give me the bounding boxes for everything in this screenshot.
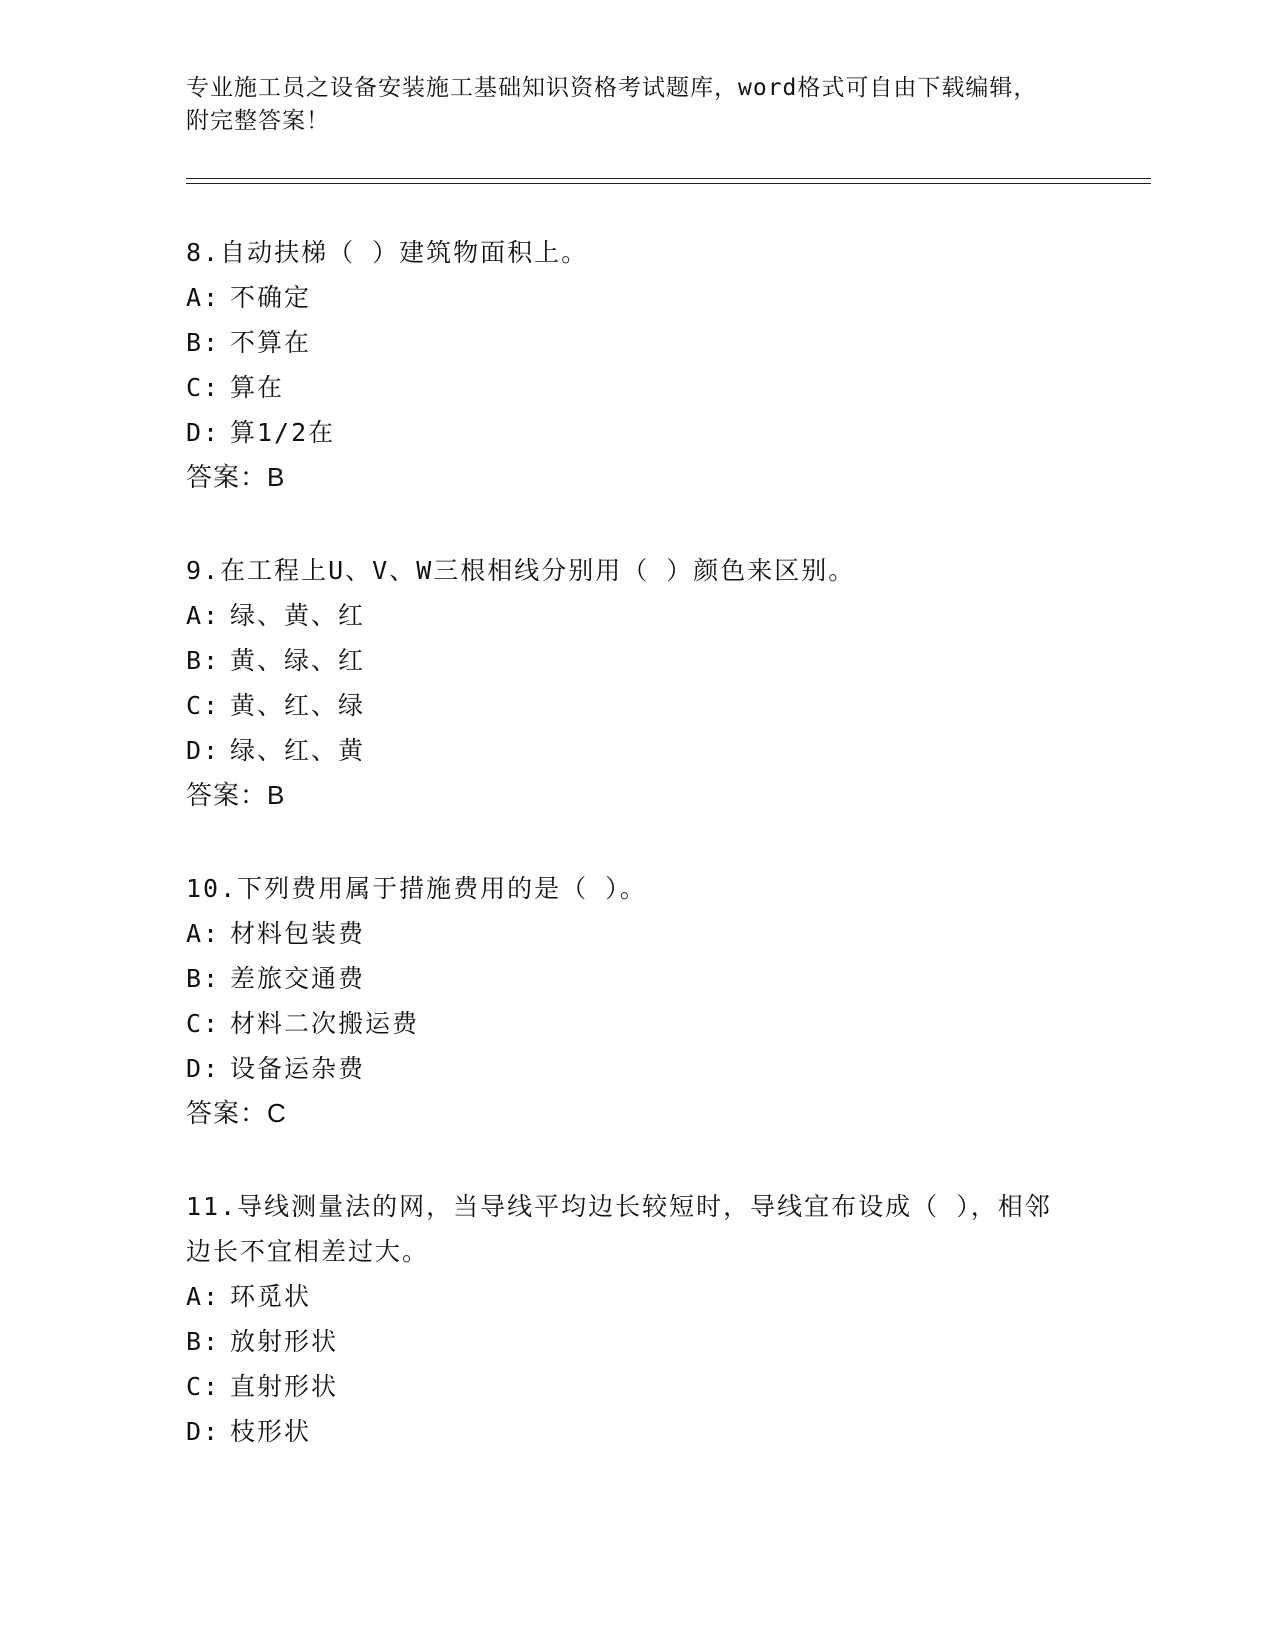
header-divider-bottom xyxy=(186,183,1151,184)
option-letter: C: xyxy=(186,373,221,402)
question-stem: 9.在工程上U、V、W三根相线分别用（ ）颜色来区别。 xyxy=(186,556,856,585)
option-c xyxy=(186,1364,1086,1409)
option-text: 枝形状 xyxy=(230,1417,312,1446)
option-text: 差旅交通费 xyxy=(230,964,366,993)
header-line-1: 专业施工员之设备安装施工基础知识资格考试题库，word格式可自由下载编辑， xyxy=(186,75,1038,101)
option-letter: B: xyxy=(186,646,221,675)
option-text: 设备运杂费 xyxy=(230,1054,366,1083)
option-letter: C: xyxy=(186,1372,221,1401)
option-text: 直射形状 xyxy=(230,1372,339,1401)
option-letter: A: xyxy=(186,1282,221,1311)
answer-line: 答案：B xyxy=(186,780,286,810)
option-d xyxy=(186,1409,1086,1454)
option-a xyxy=(186,275,1086,320)
option-letter: A: xyxy=(186,601,221,630)
option-letter: D: xyxy=(186,736,221,765)
option-a xyxy=(186,1274,1086,1319)
option-letter: D: xyxy=(186,1054,221,1083)
option-text: 不确定 xyxy=(230,283,312,312)
option-a xyxy=(186,593,1086,638)
option-c xyxy=(186,683,1086,728)
option-b xyxy=(186,638,1086,683)
option-text: 黄、红、绿 xyxy=(230,691,366,720)
question-stem: 8.自动扶梯（ ）建筑物面积上。 xyxy=(186,238,589,267)
question-8 xyxy=(186,230,1086,500)
option-letter: A: xyxy=(186,919,221,948)
question-stem: 10.下列费用属于措施费用的是（ ）。 xyxy=(186,874,647,903)
option-c xyxy=(186,365,1086,410)
option-d xyxy=(186,1046,1086,1091)
answer-line: 答案：B xyxy=(186,462,286,492)
document-header xyxy=(186,72,1086,138)
option-letter: B: xyxy=(186,1327,221,1356)
option-d xyxy=(186,410,1086,455)
option-text: 算1/2在 xyxy=(230,418,336,447)
option-text: 算在 xyxy=(230,373,285,402)
option-b xyxy=(186,320,1086,365)
option-text: 黄、绿、红 xyxy=(230,646,366,675)
question-9 xyxy=(186,548,1086,818)
option-text: 材料包装费 xyxy=(230,919,366,948)
option-letter: B: xyxy=(186,964,221,993)
question-stem: 11.导线测量法的网，当导线平均边长较短时，导线宜布设成（ ），相邻边长不宜相差过大。 xyxy=(186,1192,1052,1266)
option-letter: D: xyxy=(186,1417,221,1446)
option-letter: A: xyxy=(186,283,221,312)
option-d xyxy=(186,728,1086,773)
option-b xyxy=(186,956,1086,1001)
option-text: 绿、黄、红 xyxy=(230,601,366,630)
option-letter: D: xyxy=(186,418,221,447)
option-letter: C: xyxy=(186,1009,221,1038)
header-line-2: 附完整答案！ xyxy=(186,108,330,134)
option-c xyxy=(186,1001,1086,1046)
option-letter: C: xyxy=(186,691,221,720)
option-text: 环觅状 xyxy=(230,1282,312,1311)
question-11 xyxy=(186,1184,1086,1454)
option-a xyxy=(186,911,1086,956)
question-10 xyxy=(186,866,1086,1136)
option-text: 放射形状 xyxy=(230,1327,339,1356)
header-divider-top xyxy=(186,178,1151,179)
option-text: 绿、红、黄 xyxy=(230,736,366,765)
option-letter: B: xyxy=(186,328,221,357)
option-b xyxy=(186,1319,1086,1364)
option-text: 不算在 xyxy=(230,328,312,357)
option-text: 材料二次搬运费 xyxy=(230,1009,420,1038)
answer-line: 答案：C xyxy=(186,1098,287,1128)
